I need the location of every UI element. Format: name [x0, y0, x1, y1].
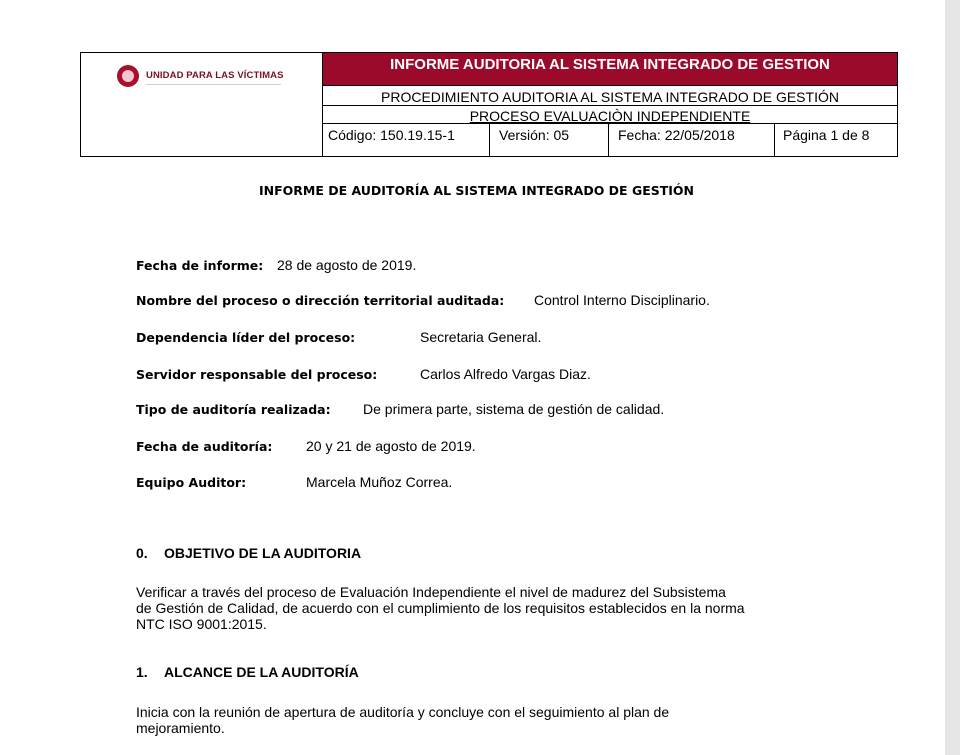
section-title: OBJETIVO DE LA AUDITORIA [164, 545, 362, 561]
section-heading-alcance [136, 664, 359, 680]
field-label: Fecha de auditoría: [136, 439, 273, 454]
field-value: De primera parte, sistema de gestión de calidad. [363, 401, 665, 417]
logo-text: UNIDAD PARA LAS VÍCTIMAS [146, 70, 284, 81]
section-paragraph-alcance [136, 704, 820, 736]
field-value: Control Interno Disciplinario. [534, 292, 710, 308]
logo-underline [146, 84, 281, 85]
field-label: Tipo de auditoría realizada: [136, 402, 331, 417]
header-process: PROCESO EVALUACIÒN INDEPENDIENTE [469, 108, 751, 123]
coat-of-arms-icon [117, 65, 139, 87]
vertical-scrollbar[interactable] [945, 0, 960, 755]
field-value: Marcela Muñoz Correa. [306, 474, 453, 490]
field-value: Secretaria General. [420, 329, 542, 345]
paragraph-line: de Gestión de Calidad, de acuerdo con el cumplimiento de los requisitos establecidos en la norma [136, 600, 745, 616]
field-label: Nombre del proceso o dirección territorial auditada: [136, 293, 505, 308]
header-codigo: Código: 150.19.15-1 [328, 127, 455, 143]
field-servidor [136, 366, 591, 382]
document-title: INFORME DE AUDITORÍA AL SISTEMA INTEGRADO DE GESTIÓN [258, 183, 695, 198]
field-dependencia [136, 329, 542, 345]
document-header-table [80, 52, 898, 157]
paragraph-line: NTC ISO 9001:2015. [136, 616, 267, 632]
section-number: 1. [136, 664, 148, 680]
field-fecha-informe [136, 257, 417, 273]
header-fecha: Fecha: 22/05/2018 [608, 124, 774, 156]
paragraph-line: Inicia con la reunión de apertura de auditoría y concluye con el seguimiento al plan de [136, 704, 670, 720]
section-title: ALCANCE DE LA AUDITORÍA [164, 664, 359, 680]
field-label: Fecha de informe: [136, 258, 264, 273]
field-label: Equipo Auditor: [136, 475, 247, 490]
field-value: Carlos Alfredo Vargas Diaz. [420, 366, 591, 382]
section-number: 0. [136, 545, 148, 561]
logo-cell [81, 53, 323, 156]
section-paragraph-objetivo [136, 584, 820, 632]
unidad-victimas-logo [117, 65, 287, 91]
field-nombre-proceso [136, 292, 710, 308]
field-fecha-auditoria [136, 438, 476, 454]
header-title: INFORME AUDITORIA AL SISTEMA INTEGRADO DE GESTION [323, 53, 897, 86]
field-tipo-auditoria [136, 401, 665, 417]
header-meta-row [323, 123, 897, 156]
field-value: 20 y 21 de agosto de 2019. [306, 438, 476, 454]
field-label: Dependencia líder del proceso: [136, 330, 356, 345]
header-procedure: PROCEDIMIENTO AUDITORIA AL SISTEMA INTEGRADO DE GESTIÓN [323, 86, 897, 106]
field-equipo-auditor [136, 474, 453, 490]
paragraph-line: mejoramiento. [136, 720, 225, 736]
field-value: 28 de agosto de 2019. [277, 257, 417, 273]
header-pagina: Página 1 de 8 [774, 124, 896, 156]
field-label: Servidor responsable del proceso: [136, 367, 378, 382]
section-heading-objetivo [136, 545, 361, 561]
header-version: Versión: 05 [489, 124, 607, 156]
paragraph-line: Verificar a través del proceso de Evaluación Independiente el nivel de madurez del Subsistema [136, 584, 726, 600]
